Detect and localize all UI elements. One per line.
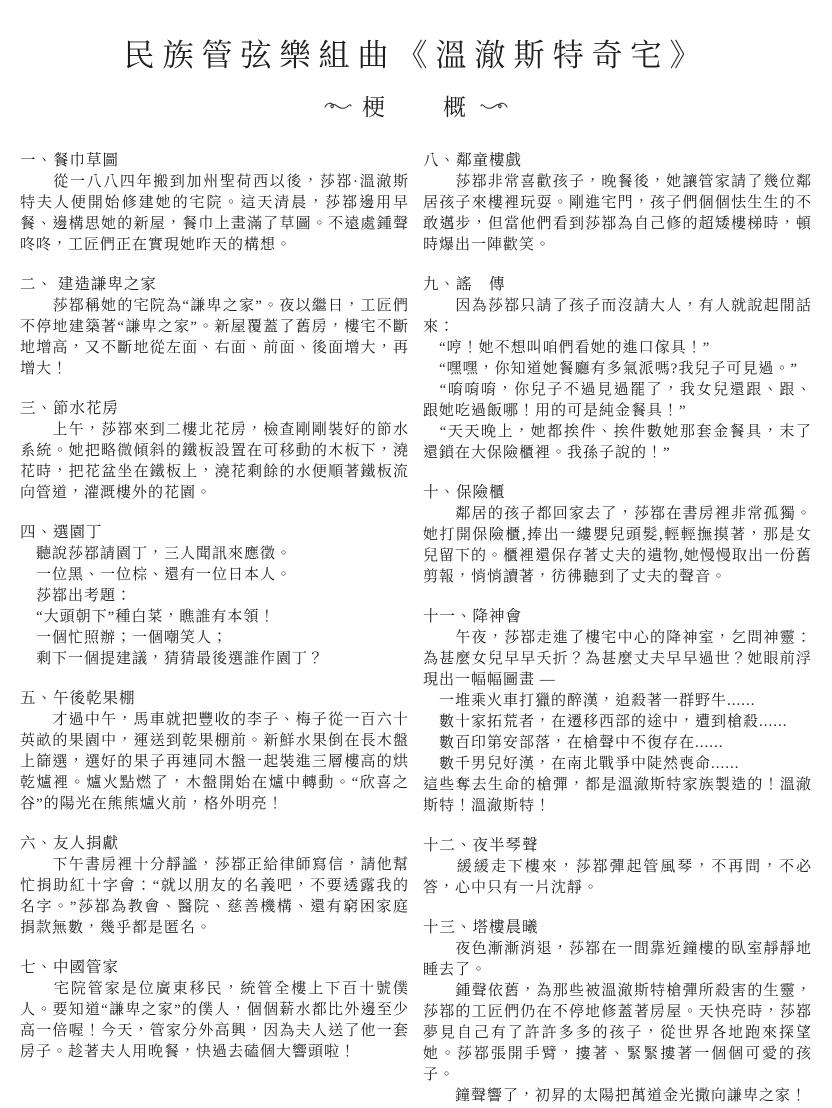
section-paragraph: 才過中午，馬車就把豐收的李子、梅子從一百六十英畝的果園中，運送到乾果棚前。新鮮水果倒在長木盤上篩選，選好的果子再連同木盤一起裝進三層樓高的烘乾爐裡。爐火點燃了，木盤開始在爐中轉動。“欣喜之谷”的陽光在熊熊爐火前，格外明亮！ bbox=[20, 712, 409, 812]
section bbox=[20, 688, 409, 815]
section-heading: 七、中國管家 bbox=[20, 959, 120, 976]
section-paragraph: 上午，莎鄀來到二樓北花房，檢查剛剛裝好的節水系統。她把略微傾斜的鐵板設置在可移動的木板下，澆花時，把花盆坐在鐵板上，澆花剩餘的水便順著鐵板流向管道，灌溉樓外的花園。 bbox=[20, 422, 409, 501]
section bbox=[423, 150, 812, 256]
flourish-right-icon bbox=[480, 100, 508, 112]
section-paragraph: 鍾聲依舊，為那些被溫澈斯特槍彈所殺害的生靈，莎鄀的工匠們仍在不停地修蓋著房屋。天快亮時，莎鄀夢見自己有了許許多多的孩子，從世界各地跑來探望她。莎鄀張開手臂，摟著、緊緊摟著一個個可愛的孩子。 bbox=[423, 983, 812, 1083]
section bbox=[423, 835, 812, 899]
section-paragraph: 因為莎鄀只請了孩子而沒請大人，有人就說起閒話來： bbox=[423, 298, 812, 335]
section bbox=[20, 398, 409, 504]
section-paragraph: 數百印第安部落，在槍聲中不復存在...... bbox=[423, 735, 724, 751]
section-paragraph: 莎鄀非常喜歡孩子，晚餐後，她讓管家請了幾位鄰居孩子來樓裡玩耍。剛進宅門，孩子們個個怯生生的不敢邁步，但當他們看到莎鄀為自己修的超矮樓梯時，頓時爆出一陣歡笑。 bbox=[423, 174, 812, 253]
section-paragraph: 這些奪去生命的槍彈，都是溫澈斯特家族製造的！溫澈斯特！溫澈斯特！ bbox=[423, 777, 812, 814]
section-paragraph: 鄰居的孩子都回家去了，莎鄀在書房裡非常孤獨。她打開保險櫃,捧出一縷嬰兒頭髮,輕輕撫摸著，那是女兒留下的。櫃裡還保存著丈夫的遺物,她慢慢取出一份舊剪報，悄悄讀著，彷彿聽到了丈夫的聲音。 bbox=[423, 506, 812, 585]
section bbox=[423, 482, 812, 588]
two-column-body bbox=[20, 150, 812, 1107]
section-paragraph: “嘿嘿，你知道她餐廳有多氣派嗎?我兒子可見過。” bbox=[423, 361, 798, 377]
section-paragraph: 一個忙照辦；一個嘲笑人； bbox=[20, 630, 229, 646]
section-paragraph: 數十家拓荒者，在遷移西部的途中，遭到槍殺...... bbox=[423, 714, 788, 730]
section-heading: 六、友人捐獻 bbox=[20, 835, 120, 852]
section bbox=[423, 606, 812, 817]
section-heading: 九、謠 傳 bbox=[423, 276, 506, 293]
section bbox=[20, 833, 409, 939]
section-paragraph: 莎鄀稱她的宅院為“謙卑之家”。夜以繼日，工匠們不停地建築著“謙卑之家”。新屋覆蓋了舊房，樓宅不斷地增高，又不斷地從左面、右面、前面、後面增大，再增大！ bbox=[20, 298, 409, 377]
section bbox=[20, 150, 409, 256]
section-heading: 四、選園丁 bbox=[20, 524, 103, 541]
section-paragraph: 一堆乘火車打獵的醉漢，追殺著一群野牛...... bbox=[423, 693, 756, 709]
section-paragraph: 午夜，莎鄀走進了樓宅中心的降神室，乞問神靈：為甚麼女兒早早夭折？為甚麼丈夫早早過世？她眼前浮現出一幅幅圖畫 — bbox=[423, 630, 812, 688]
section-paragraph: “哼！她不想叫咱們看她的進口傢具！” bbox=[423, 340, 711, 356]
section-heading: 八、鄰童樓戲 bbox=[423, 152, 523, 169]
section-heading: 十、保險櫃 bbox=[423, 484, 506, 501]
section-paragraph: 聽說莎鄀請園丁，三人聞訊來應徵。 bbox=[20, 546, 293, 562]
section-heading: 十一、降神會 bbox=[423, 608, 523, 625]
section-paragraph: 數千男兒好漢，在南北戰爭中陡然喪命...... bbox=[423, 756, 740, 772]
section-paragraph: 宅院管家是位廣東移民，統管全樓上下百十號僕人。要知道“謙卑之家”的僕人，個個薪水都比外邊至少高一倍喔！今天，管家分外高興，因為夫人送了他一套房子。趁著夫人用晚餐，快過去磕個大響頭啦！ bbox=[20, 981, 409, 1060]
section bbox=[20, 274, 409, 380]
section-heading: 一、餐巾草圖 bbox=[20, 152, 120, 169]
section-paragraph: 夜色漸漸消退，莎鄀在一間靠近鐘樓的臥室靜靜地睡去了。 bbox=[423, 941, 812, 978]
section-paragraph: 緩緩走下樓來，莎鄀彈起管風琴，不再問，不必答，心中只有一片沈靜。 bbox=[423, 859, 812, 896]
section bbox=[423, 917, 812, 1107]
page-title: 民族管弦樂組曲《溫澈斯特奇宅》 bbox=[123, 38, 709, 73]
section-heading: 十二、夜半琴聲 bbox=[423, 837, 539, 854]
section bbox=[423, 274, 812, 464]
section-paragraph: 一位黑、一位棕、還有一位日本人。 bbox=[20, 567, 293, 583]
section-paragraph: “大頭朝下”種白菜，瞧誰有本領！ bbox=[20, 609, 276, 625]
section-heading: 三、節水花房 bbox=[20, 400, 120, 417]
column-right bbox=[423, 150, 812, 1107]
flourish-left-icon bbox=[324, 100, 352, 112]
page-subtitle-row bbox=[20, 89, 812, 122]
section-paragraph: 鐘聲響了，初昇的太陽把萬道金光撒向謙卑之家！ bbox=[423, 1088, 808, 1104]
section-heading: 十三、塔樓晨曦 bbox=[423, 919, 539, 936]
section-paragraph: 下午書房裡十分靜謐，莎鄀正給律師寫信，請他幫忙捐助紅十字會：“就以朋友的名義吧，不要透露我的名字。”莎鄀為教會、醫院、慈善機構、還有窮困家庭捐款無數，幾乎都是匿名。 bbox=[20, 857, 409, 936]
section-paragraph: “唷唷唷，你兒子不過見過罷了，我女兒還跟、跟、跟她吃過飯哪！用的可是純金餐具！” bbox=[423, 382, 812, 419]
section bbox=[20, 957, 409, 1063]
section-heading: 二、 建造謙卑之家 bbox=[20, 276, 157, 293]
column-left bbox=[20, 150, 409, 1107]
section-paragraph: 從一八八四年搬到加州聖荷西以後，莎鄀·溫澈斯特夫人便開始修建她的宅院。這天清晨，莎鄀邊用早餐、邊構思她的新屋，餐巾上畫滿了草圖。不遠處鍾聲咚咚，工匠們正在實現她昨天的構想。 bbox=[20, 174, 409, 253]
page-subtitle: 梗 概 bbox=[362, 95, 470, 120]
section-paragraph: 莎鄀出考題： bbox=[20, 588, 133, 604]
section-paragraph: 剩下一個提建議，猜猜最後選誰作園丁？ bbox=[20, 651, 325, 667]
section-heading: 五、午後乾果棚 bbox=[20, 690, 136, 707]
section bbox=[20, 522, 409, 670]
section-paragraph: “天天晚上，她都挨件、挨件數她那套金餐具，末了還鎖在大保險櫃裡。我孫子說的！” bbox=[423, 424, 812, 461]
